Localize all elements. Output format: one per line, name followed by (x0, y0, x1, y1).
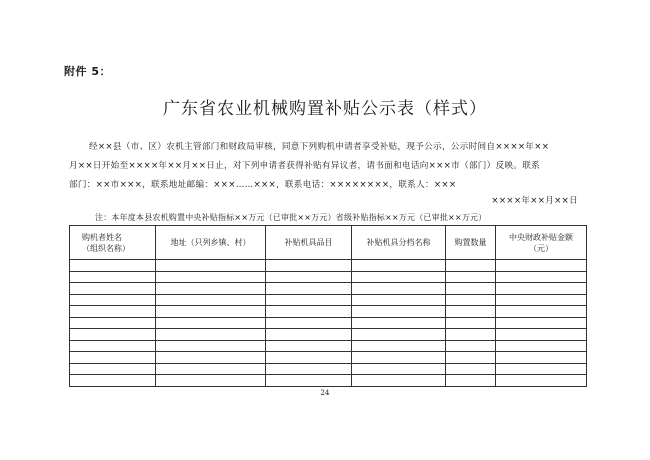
table-cell (70, 375, 156, 387)
table-cell (156, 317, 266, 329)
table-cell (156, 283, 266, 295)
table-cell (352, 306, 446, 318)
table-cell (496, 283, 587, 295)
header-machine-category-label: 补贴机具品目 (284, 238, 333, 247)
table-cell (496, 271, 587, 283)
table-cell (70, 329, 156, 341)
table-cell (446, 363, 496, 375)
table-cell (352, 317, 446, 329)
table-cell (446, 317, 496, 329)
table-cell (70, 352, 156, 364)
document-title: 广东省农业机械购置补贴公示表（样式） (163, 99, 487, 119)
table-cell (156, 294, 266, 306)
table-row (70, 294, 587, 306)
table-cell (156, 363, 266, 375)
table-cell (496, 375, 587, 387)
table-cell (70, 317, 156, 329)
table-cell (266, 329, 352, 341)
table-cell (496, 260, 587, 272)
table-cell (70, 294, 156, 306)
header-address (156, 226, 266, 260)
table-cell (156, 352, 266, 364)
table-row (70, 260, 587, 272)
table-header-row (70, 226, 587, 260)
table-cell (70, 271, 156, 283)
header-quantity-label: 购置数量 (454, 238, 487, 247)
table-cell (352, 294, 446, 306)
table-cell (266, 375, 352, 387)
table-cell (266, 363, 352, 375)
header-quantity (446, 226, 496, 260)
table-cell (70, 340, 156, 352)
table-cell (446, 294, 496, 306)
header-machine-grade-label: 补贴机具分档名称 (366, 238, 431, 247)
table-cell (266, 352, 352, 364)
table-cell (156, 271, 266, 283)
announcement-line-2: 月××日开始至××××年××月××日止，对下列申请者获得补贴有异议者，请书面和电话向×××市（部门）反映。联系 (69, 161, 541, 171)
table-row (70, 283, 587, 295)
header-address-label: 地址（只列乡镇、村） (170, 238, 251, 247)
table-cell (352, 375, 446, 387)
header-buyer-name-line1: 购机者姓名 (82, 232, 122, 242)
table-cell (266, 283, 352, 295)
table-cell (156, 260, 266, 272)
table-cell (496, 306, 587, 318)
table-cell (352, 283, 446, 295)
announcement-line-1: 经××县（市、区）农机主管部门和财政局审核，同意下列购机申请者享受补贴，现予公示，公示时间自××××年×× (89, 142, 550, 152)
table-cell (266, 306, 352, 318)
table-row (70, 375, 587, 387)
table-cell (266, 260, 352, 272)
table-cell (70, 363, 156, 375)
table-cell (70, 283, 156, 295)
header-machine-category (266, 226, 352, 260)
table-cell (266, 317, 352, 329)
table-row (70, 306, 587, 318)
table-row (70, 340, 587, 352)
table-cell (496, 317, 587, 329)
table-cell (446, 340, 496, 352)
table-row (70, 271, 587, 283)
date-line: ××××年××月××日 (491, 196, 578, 206)
table-cell (352, 329, 446, 341)
table-row (70, 363, 587, 375)
subsidy-table (69, 225, 587, 387)
table-cell (352, 271, 446, 283)
header-central-subsidy (496, 226, 587, 260)
table-cell (446, 271, 496, 283)
table-cell (70, 260, 156, 272)
table-cell (446, 352, 496, 364)
table-cell (496, 294, 587, 306)
table-cell (156, 329, 266, 341)
table-row (70, 329, 587, 341)
table-cell (496, 340, 587, 352)
table-cell (70, 306, 156, 318)
page-number: 24 (320, 389, 330, 397)
table-cell (156, 340, 266, 352)
table-cell (156, 306, 266, 318)
table-cell (352, 363, 446, 375)
table-cell (446, 329, 496, 341)
header-buyer-name (70, 226, 156, 260)
attachment-label: 附件 5： (64, 65, 111, 78)
table-cell (446, 306, 496, 318)
table-cell (446, 283, 496, 295)
header-central-subsidy-line1: 中央财政补贴金额 (509, 232, 573, 242)
header-buyer-name-line2: （组织名称） (82, 243, 130, 253)
table-cell (266, 294, 352, 306)
table-cell (446, 375, 496, 387)
header-machine-grade (352, 226, 446, 260)
table-cell (352, 352, 446, 364)
table-cell (266, 340, 352, 352)
table-cell (496, 352, 587, 364)
table-cell (446, 260, 496, 272)
announcement-line-3: 部门：××市×××，联系地址邮编：×××……×××，联系电话：××××××××，联系人：××× (69, 180, 457, 190)
table-cell (266, 271, 352, 283)
table-cell (352, 260, 446, 272)
table-cell (496, 329, 587, 341)
table-cell (156, 375, 266, 387)
table-row (70, 317, 587, 329)
subsidy-note: 注：本年度本县农机购置中央补贴指标××万元（已审批××万元）省级补贴指标××万元（已审批××万元） (95, 213, 487, 222)
header-central-subsidy-line2: （元） (529, 243, 553, 253)
table-cell (352, 340, 446, 352)
table-cell (496, 363, 587, 375)
table-body (70, 260, 587, 387)
table-row (70, 352, 587, 364)
